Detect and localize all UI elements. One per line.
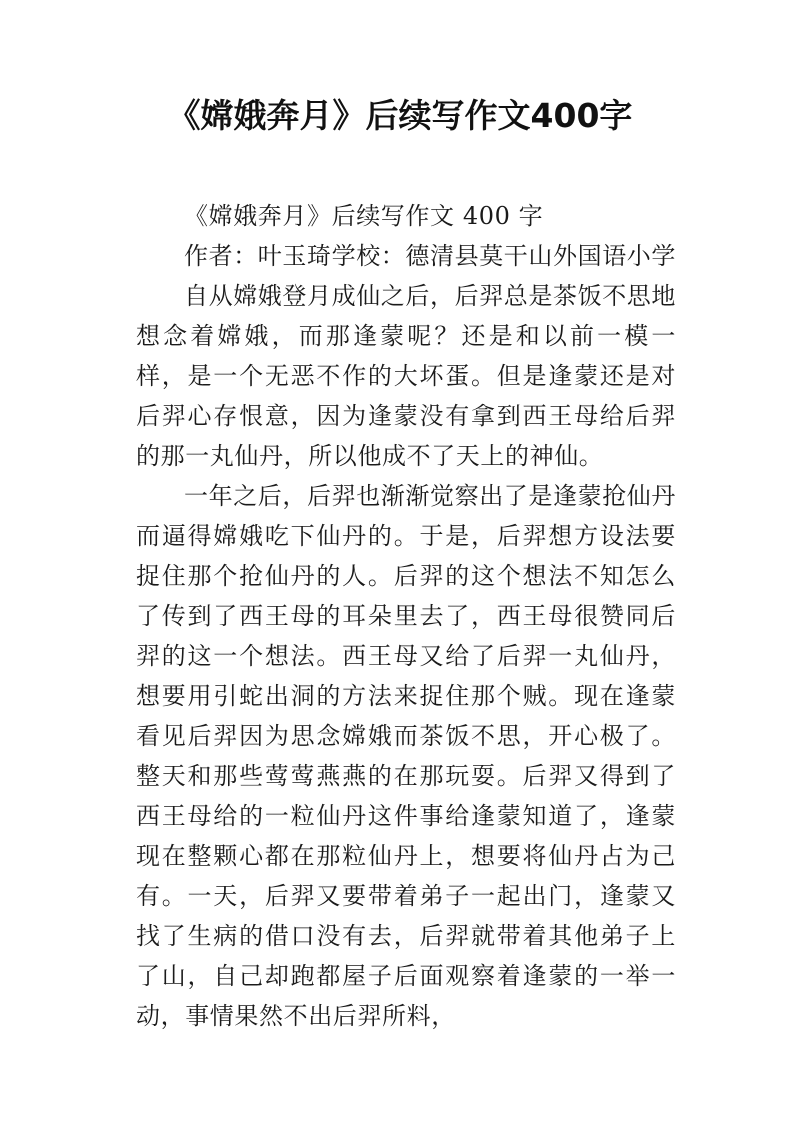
document-body [136, 196, 676, 1036]
document-title: 《嫦娥奔月》后续写作文400字 [167, 96, 633, 135]
paragraph-2: 一年之后，后羿也渐渐觉察出了是逢蒙抢仙丹而逼得嫦娥吃下仙丹的。于是，后羿想方设法要捉住那个抢仙丹的人。后羿的这个想法不知怎么了传到了西王母的耳朵里去了，西王母很赞同后羿的这一个想法。西王母又给了后羿一丸仙丹，想要用引蛇出洞的方法来捉住那个贼。现在逢蒙看见后羿因为思念嫦娥而茶饭不思，开心极了。整天和那些莺莺燕燕的在那玩耍。后羿又得到了西王母给的一粒仙丹这件事给逢蒙知道了，逢蒙现在整颗心都在那粒仙丹上，想要将仙丹占为己有。一天，后羿又要带着弟子一起出门，逢蒙又找了生病的借口没有去，后羿就带着其他弟子上了山，自己却跑都屋子后面观察着逢蒙的一举一动，事情果然不出后羿所料， [136, 482, 676, 1030]
subtitle-line: 《嫦娥奔月》后续写作文 400 字 [184, 202, 544, 230]
author-line: 作者：叶玉琦学校：德清县莫干山外国语小学 [184, 242, 676, 270]
paragraph-1: 自从嫦娥登月成仙之后，后羿总是茶饭不思地想念着嫦娥，而那逢蒙呢？还是和以前一模一样，是一个无恶不作的大坏蛋。但是逢蒙还是对后羿心存恨意，因为逢蒙没有拿到西王母给后羿的那一丸仙丹，所以他成不了天上的神仙。 [136, 282, 676, 470]
